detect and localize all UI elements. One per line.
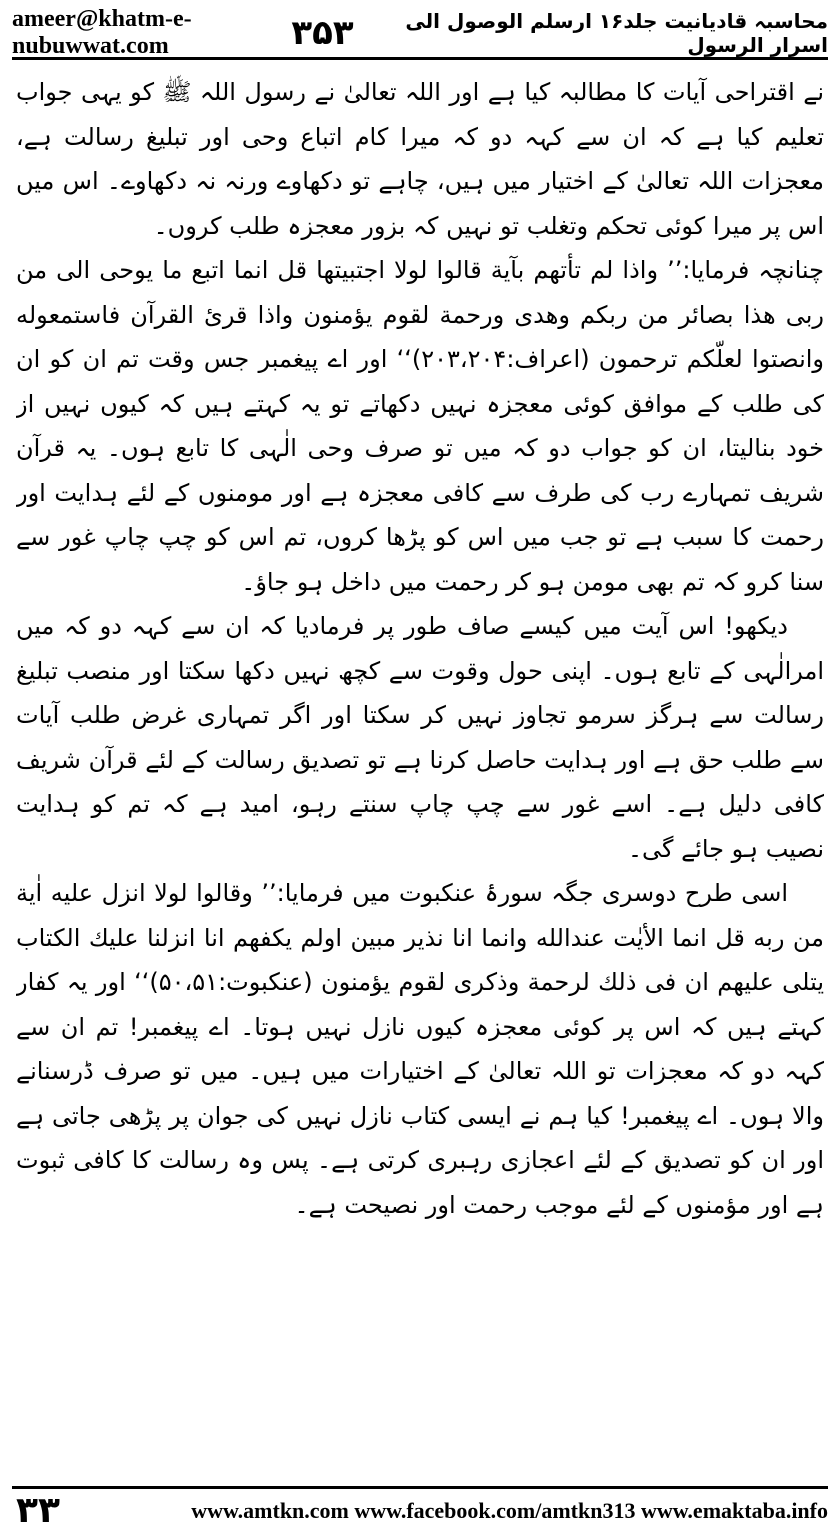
header-page-number: ۳۵۳ <box>291 12 354 53</box>
footer-links: www.amtkn.com www.facebook.com/amtkn313 www.emaktaba.info <box>191 1497 828 1523</box>
header-title: محاسبہ قادیانیت جلد۱۶ ارسلم الوصول الی اسرار الرسول <box>405 8 828 57</box>
paragraph-3: دیکھو! اس آیت میں کیسے صاف طور پر فرمادیا کہ ان سے کہہ دو کہ میں امرالٰہی کے تابع ہوں۔ اپنی حول وقوت سے کچھ نہیں دکھا سکتا اور منصب تبلیغ رسالت سے ہرگز سرمو تجاوز نہیں کر سکتا اور اگر تمہاری غرض طلب آیات سے طلب حق ہے اور ہدایت حاصل کرنا ہے تو تصدیق رسالت کے لئے قرآن شریف کافی دلیل ہے۔ اسے غور سے چپ چاپ سنتے رہو، امید ہے کہ تم کو ہدایت نصیب ہو جائے گی۔ <box>16 612 824 863</box>
paragraph-1: نے اقتراحی آیات کا مطالبہ کیا ہے اور اللہ تعالیٰ نے رسول اللہ ﷺ کو یہی جواب تعلیم کیا ہے کہ ان سے کہہ دو کہ میرا کام اتباع وحی اور تبلیغ رسالت ہے، معجزات اللہ تعالیٰ کے اختیار میں ہیں، چاہے تو دکھاوے ورنہ نہ دکھاوے۔ اس میں اس پر میرا کوئی تحکم وتغلب تو نہیں کہ بزور معجزہ طلب کروں۔ <box>16 78 824 240</box>
paragraph-2: چنانچہ فرمایا:’’ واذا لم تأتهم بآية قالوا لولا اجتبيتها قل انما اتبع ما يوحى الى من ربى هذا بصائر من ربكم وهدى ورحمة لقوم يؤمنون واذا قرئ القرآن فاستمعوله وانصتوا لعلّكم ترحمون (اعراف:۲۰۳،۲۰۴)‘‘ اور اے پیغمبر جس وقت تم ان کو ان کی طلب کے موافق کوئی معجزہ نہیں دکھاتے تو یہ کہتے ہیں کہ کیوں نہیں از خود بنالیتا، ان کو جواب دو کہ میں تو صرف وحی الٰہی کا تابع ہوں۔ یہ قرآن شریف تمہارے رب کی طرف سے کافی معجزہ ہے اور مومنوں کے لئے ہدایت اور رحمت کا سبب ہے تو جب میں اس کو پڑھا کروں، تم اس کو چپ چاپ غور سے سنا کرو کہ تم بھی مومن ہو کر رحمت میں داخل ہو جاؤ۔ <box>16 256 824 596</box>
page-footer <box>12 1486 828 1532</box>
page-body <box>16 70 824 1470</box>
header-email: ameer@khatm-e-nubuwwat.com <box>12 5 192 59</box>
footer-page-number: ۳۳ <box>16 1490 60 1531</box>
paragraph-4: اسی طرح دوسری جگہ سورۂ عنکبوت میں فرمایا:’’ وقالوا لولا انزل عليه اٰية من ربه قل انما الأيٰت عندالله وانما انا نذير مبين اولم يكفهم انا انزلنا عليك الكتاب يتلى عليهم ان فى ذلك لرحمة وذكرى لقوم يؤمنون (عنکبوت:۵۰،۵۱)‘‘ اور یہ کفار کہتے ہیں کہ اس پر کوئی معجزہ کیوں نازل نہیں ہوتا۔ اے پیغمبر! تم ان سے کہہ دو کہ معجزات تو اللہ تعالیٰ کے اختیارات میں ہیں۔ میں تو صرف ڈرسنانے والا ہوں۔ اے پیغمبر! کیا ہم نے ایسی کتاب نازل نہیں کی جوان پر پڑھی جاتی ہے اور ان کو تصدیق کے لئے اعجازی رہبری کرتی ہے۔ پس وہ رسالت کا کافی ثبوت ہے اور مؤمنوں کے لئے موجب رحمت اور نصیحت ہے۔ <box>16 879 824 1219</box>
header-left <box>12 6 354 60</box>
page-header <box>12 5 828 60</box>
